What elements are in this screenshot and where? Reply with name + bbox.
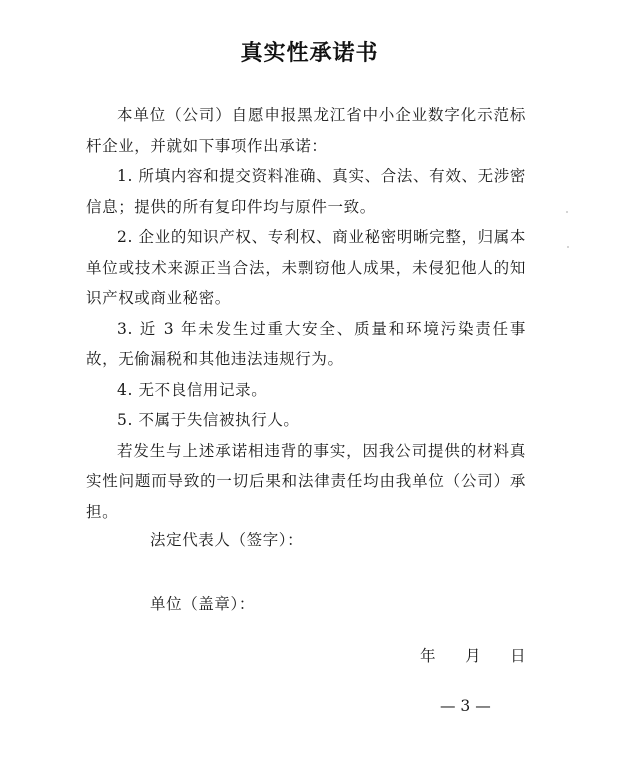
- commitment-item-3: 3. 近 3 年未发生过重大安全、质量和环境污染责任事故，无偷漏税和其他违法违规行为。: [86, 319, 526, 368]
- date-year-label: 年: [420, 647, 436, 665]
- document-title: 真实性承诺书: [240, 40, 379, 66]
- commitment-item-5: 5. 不属于失信被执行人。: [117, 411, 300, 429]
- commitment-item-1: 1. 所填内容和提交资料准确、真实、合法、有效、无涉密信息；提供的所有复印件均与原件一致。: [86, 167, 526, 216]
- date-month-label: 月: [465, 647, 481, 665]
- legal-representative-signature-label: 法定代表人（签字）：: [150, 531, 304, 549]
- page-number: — 3 —: [440, 697, 491, 715]
- date-line: [420, 644, 526, 666]
- unit-seal-label: 单位（盖章）：: [150, 595, 255, 613]
- commitment-item-2: 2. 企业的知识产权、专利权、商业秘密明晰完整，归属本单位或技术来源正当合法，未剽窃他人成果，未侵犯他人的知识产权或商业秘密。: [86, 228, 526, 307]
- commitment-item-4: 4. 无不良信用记录。: [117, 380, 268, 399]
- intro-paragraph: 本单位（公司）自愿申报黑龙江省中小企业数字化示范标杆企业，并就如下事项作出承诺：: [86, 106, 526, 155]
- scan-speck: [566, 211, 568, 213]
- liability-paragraph: 若发生与上述承诺相违背的事实，因我公司提供的材料真实性问题而导致的一切后果和法律责任均由我单位（公司）承担。: [86, 441, 526, 521]
- date-day-label: 日: [510, 647, 526, 665]
- document-body: [86, 100, 526, 527]
- scan-speck: [567, 246, 569, 248]
